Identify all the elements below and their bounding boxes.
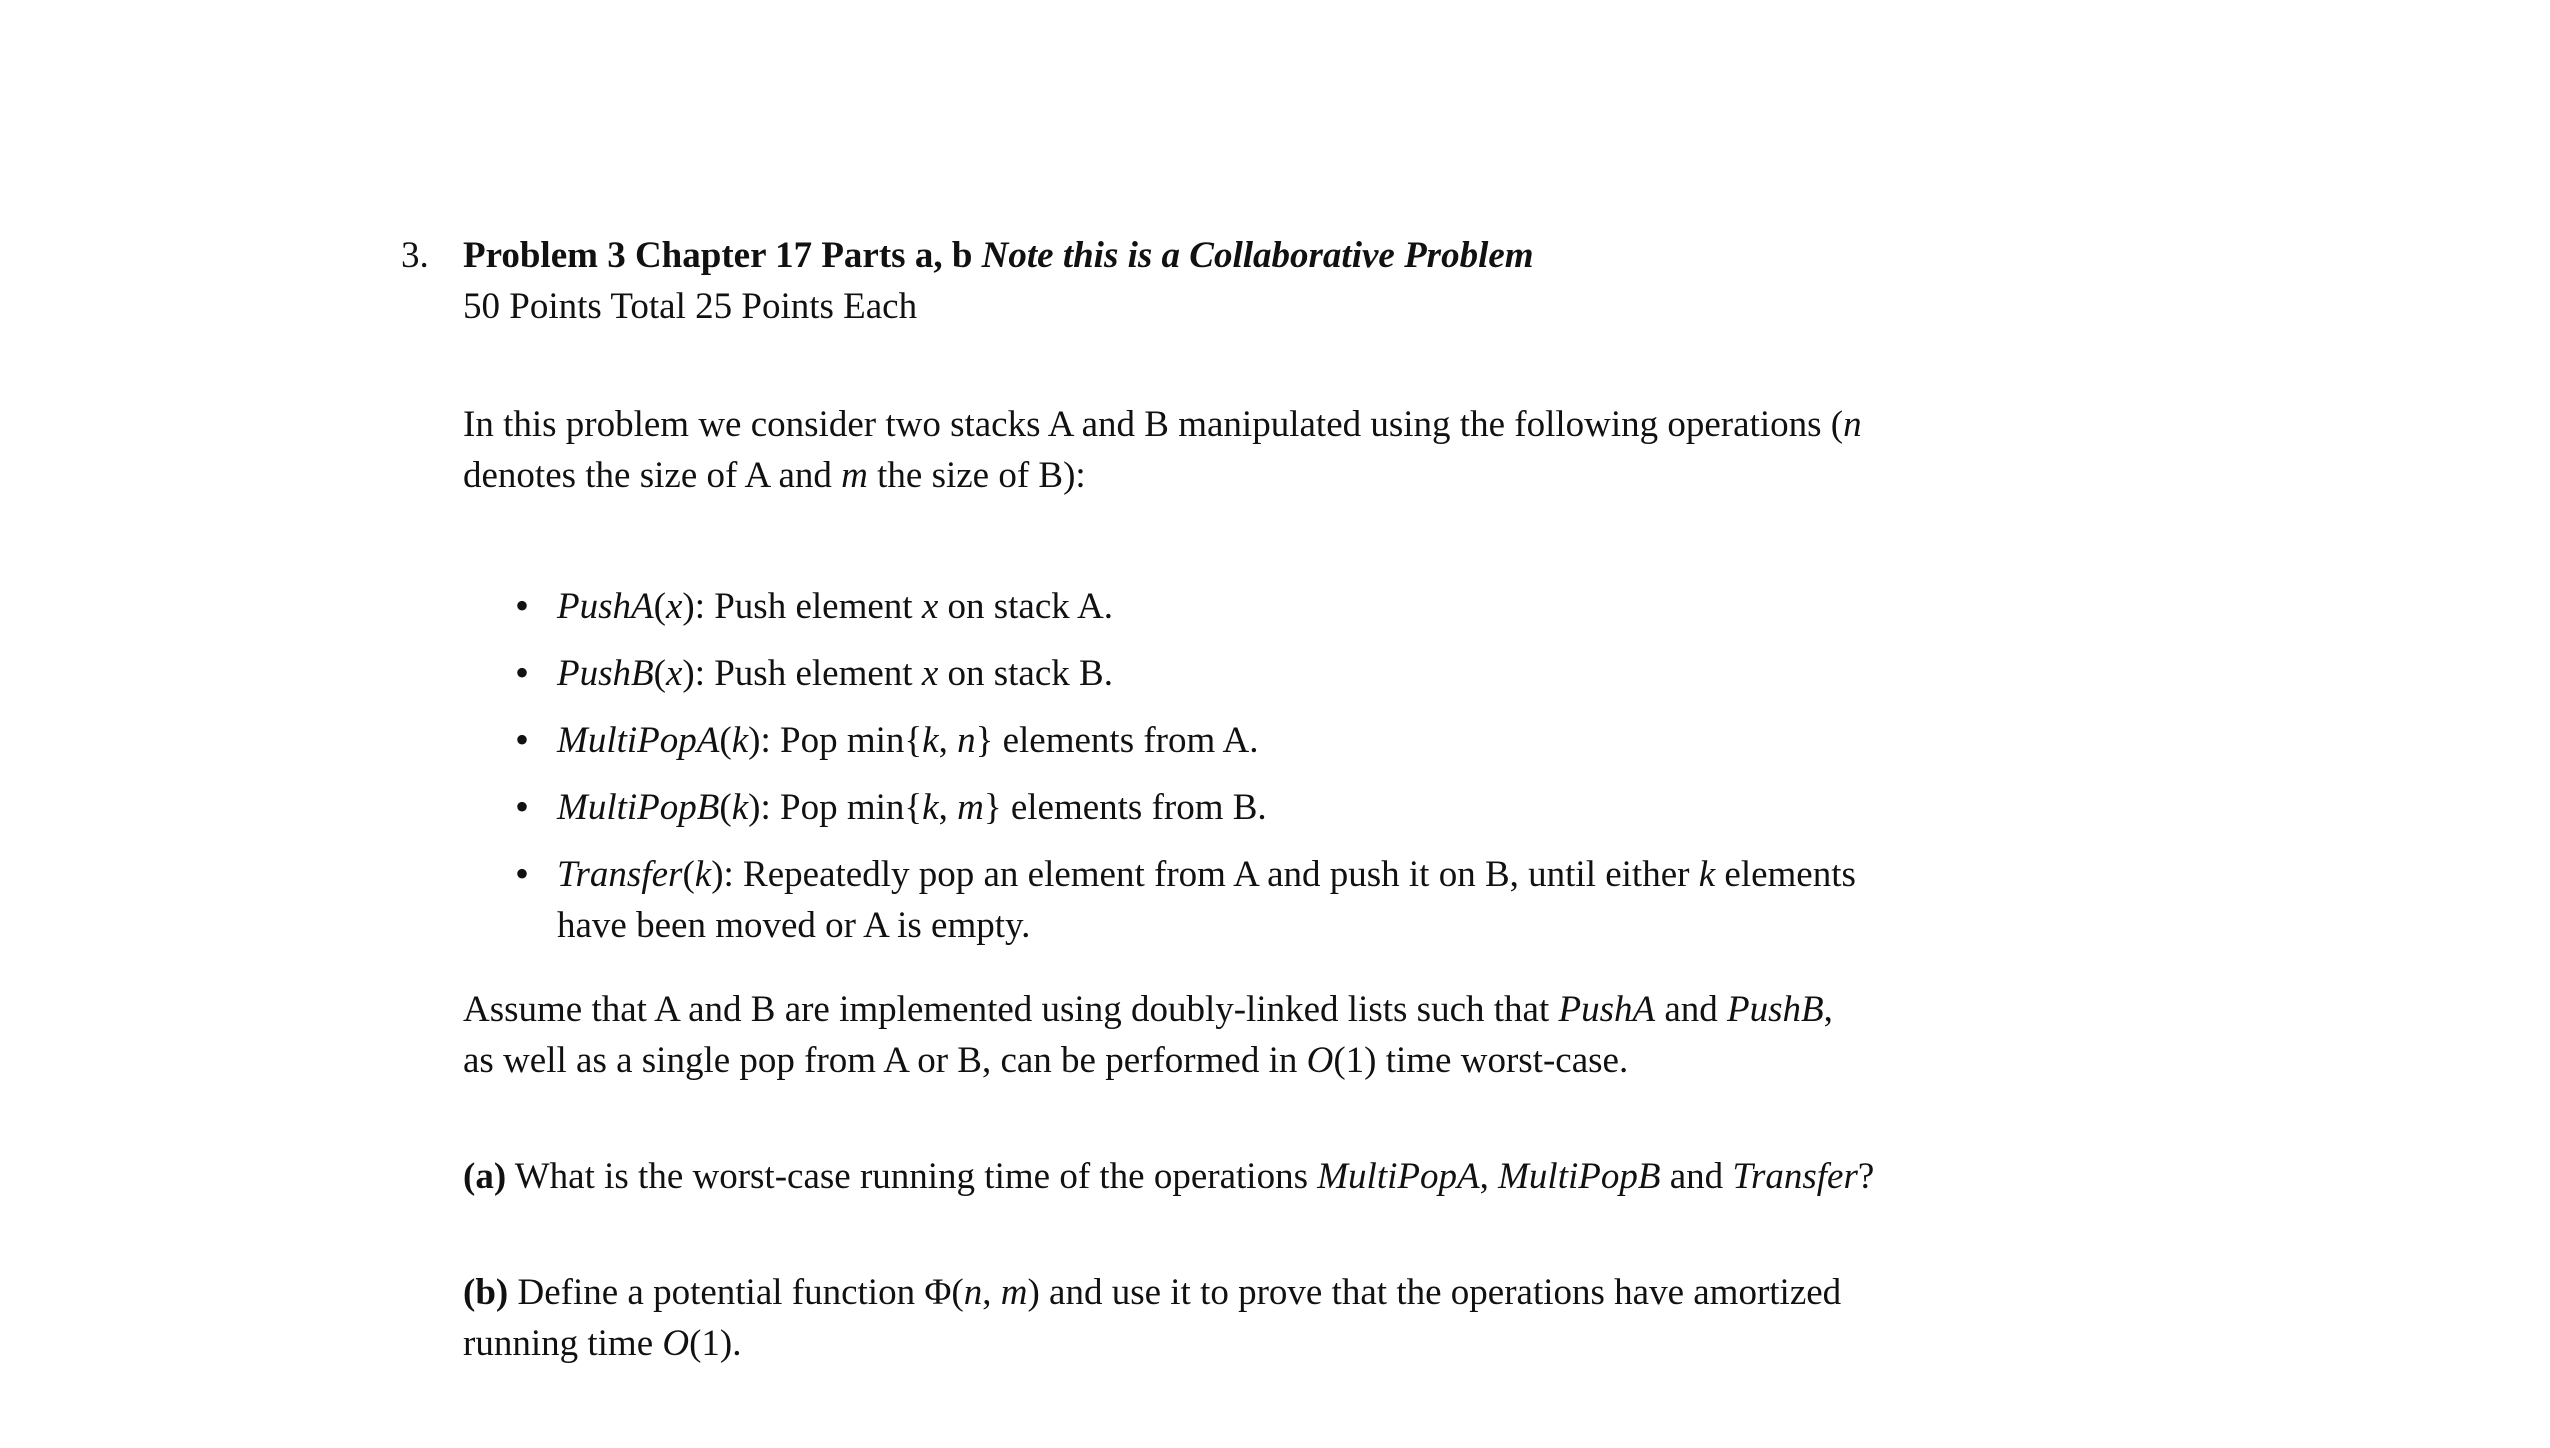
operations-list: [463, 581, 2323, 951]
assumption-paragraph: Assume that A and B are implemented using doubly-linked lists such that PushA and PushB, as well as a single pop from A or B, can be performed in O(1) time worst-case.: [463, 989, 1833, 1081]
part-b-question: (b) Define a potential function Φ(n, m) and use it to prove that the operations have amortized running time O(1).: [463, 1272, 1842, 1364]
list-item-multipopa: [463, 715, 2323, 766]
bullet-icon: •: [515, 583, 530, 628]
bullet-icon: •: [515, 851, 530, 896]
operation-text: PushA(x): Push element x on stack A.: [557, 586, 1113, 627]
list-item-transfer: [463, 849, 2323, 951]
problem-title: Problem 3 Chapter 17 Parts a, b Note this is a Collaborative Problem: [463, 235, 1534, 276]
points-subtitle: 50 Points Total 25 Points Each: [463, 286, 918, 327]
list-item-multipopb: [463, 782, 2323, 833]
problem-number: 3.: [401, 235, 429, 276]
operation-text: PushB(x): Push element x on stack B.: [557, 653, 1113, 694]
list-item-pusha: [463, 581, 2323, 632]
bullet-icon: •: [515, 784, 530, 829]
operation-text: Transfer(k): Repeatedly pop an element from A and push it on B, until either k elements have been moved or A is empty.: [557, 854, 1856, 946]
bullet-icon: •: [515, 650, 530, 695]
bullet-icon: •: [515, 717, 530, 762]
part-a-question: (a) What is the worst-case running time of the operations MultiPopA, MultiPopB and Transfer?: [463, 1156, 1875, 1197]
operation-text: MultiPopA(k): Pop min{k, n} elements from A.: [557, 720, 1259, 761]
intro-paragraph: In this problem we consider two stacks A and B manipulated using the following operations (n denotes the size of A and m the size of B):: [463, 404, 1862, 496]
list-item-pushb: [463, 648, 2323, 699]
operation-text: MultiPopB(k): Pop min{k, m} elements from B.: [557, 787, 1267, 828]
problem-title-line: [401, 230, 2323, 281]
problem-statement: [401, 230, 2323, 1369]
